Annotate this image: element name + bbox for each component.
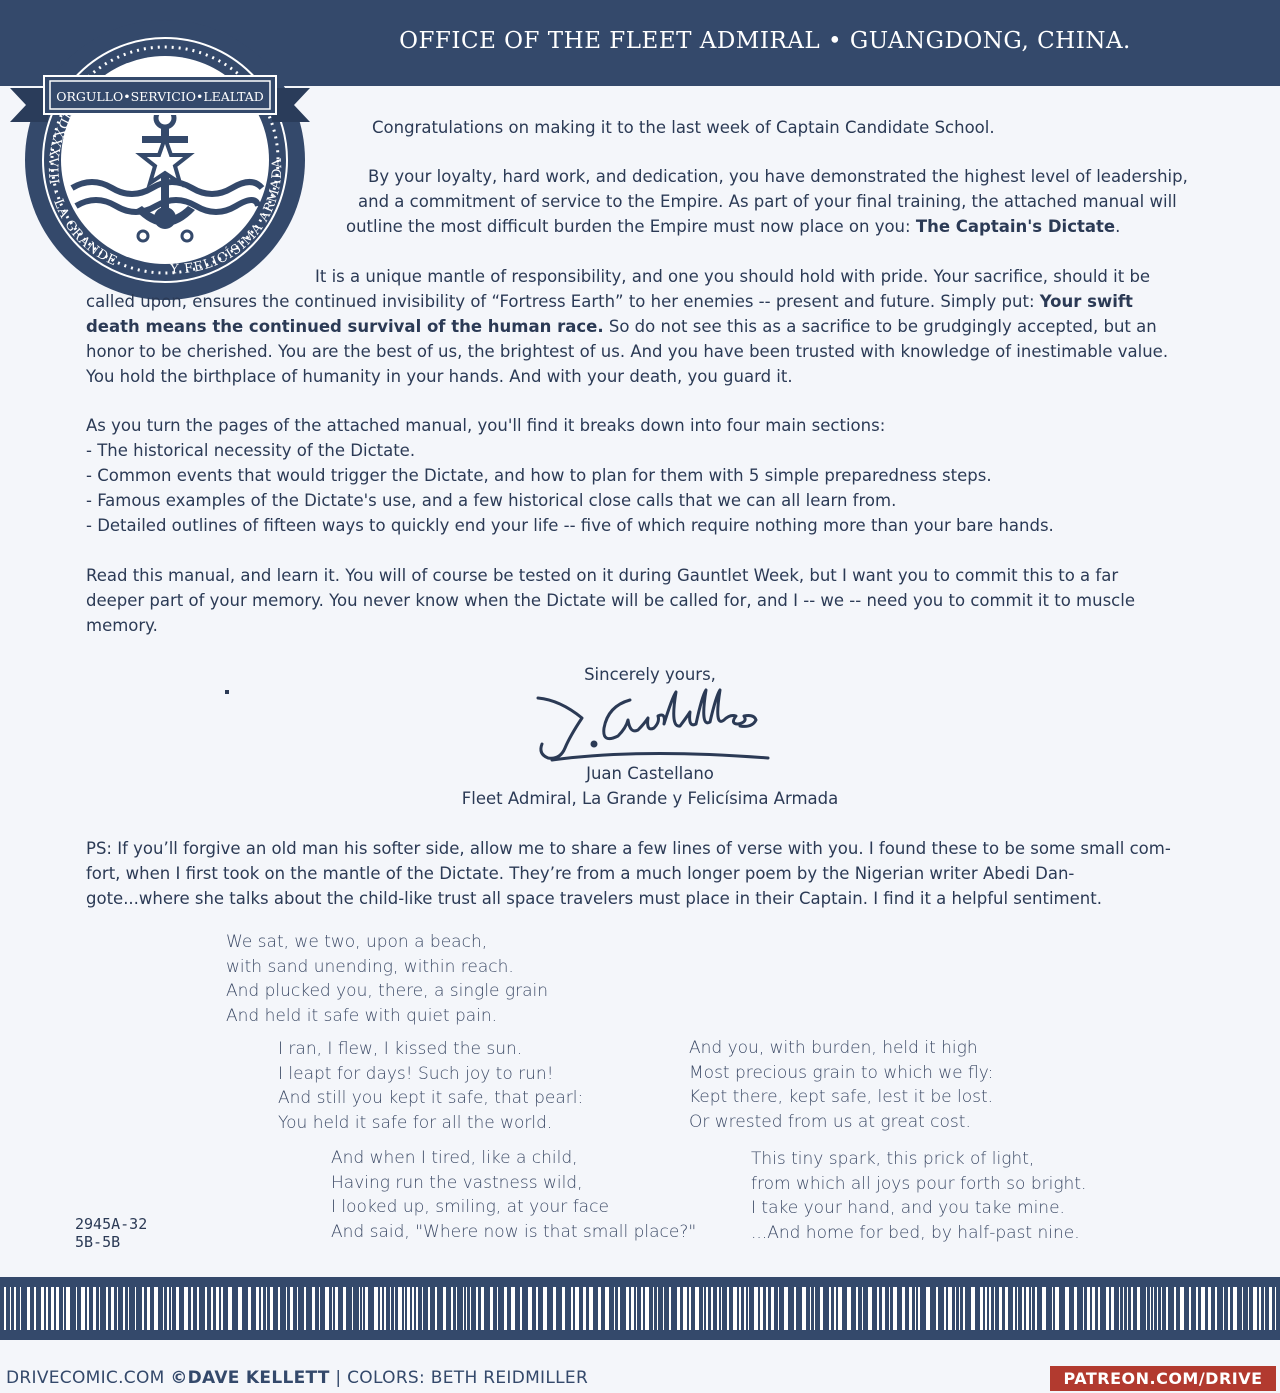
- barcode-bar: [598, 1287, 601, 1330]
- barcode-bar: [1174, 1287, 1176, 1330]
- barcode-bar: [605, 1287, 609, 1330]
- barcode-bar: [476, 1287, 478, 1330]
- barcode-bar: [278, 1287, 280, 1330]
- barcode-bar: [766, 1287, 768, 1330]
- barcode-bar: [422, 1287, 423, 1330]
- footer-credits: [6, 1368, 588, 1388]
- barcode-bar: [1111, 1287, 1114, 1330]
- barcode-bar: [352, 1287, 353, 1330]
- barcode-bar: [1017, 1287, 1018, 1330]
- barcode-bar: [142, 1287, 144, 1330]
- barcode-bar: [87, 1287, 89, 1330]
- barcode-bar: [1026, 1287, 1029, 1330]
- barcode-bar: [838, 1287, 842, 1330]
- barcode-bar: [497, 1287, 498, 1330]
- barcode-bar: [374, 1287, 378, 1330]
- barcode-bar: [504, 1287, 507, 1330]
- barcode-bar: [754, 1287, 758, 1330]
- barcode-bar: [1259, 1287, 1261, 1330]
- barcode-bar: [814, 1287, 815, 1330]
- barcode-bar: [1275, 1287, 1276, 1330]
- barcode-bar: [893, 1287, 897, 1330]
- barcode-bar: [463, 1287, 464, 1330]
- barcode-bar: [176, 1287, 179, 1330]
- barcode-bar: [614, 1287, 615, 1330]
- barcode-bar: [154, 1287, 158, 1330]
- barcode-bar: [211, 1287, 213, 1330]
- barcode-bar: [325, 1287, 329, 1330]
- barcode-bar: [909, 1287, 912, 1330]
- barcode-bar: [1131, 1287, 1133, 1330]
- barcode-bar: [689, 1287, 691, 1330]
- footer-site: DRIVECOMIC.COM: [6, 1368, 171, 1388]
- barcode-bar: [191, 1287, 193, 1330]
- barcode-bar: [1242, 1287, 1243, 1330]
- barcode-bar: [695, 1287, 699, 1330]
- barcode-bar: [1123, 1287, 1124, 1330]
- barcode-bar: [466, 1287, 467, 1330]
- stray-dot: [225, 690, 229, 694]
- barcode-bar: [727, 1287, 729, 1330]
- swift-death-emphasis: death means the continued survival of the human race.: [86, 317, 604, 336]
- armada-seal: [10, 10, 310, 300]
- paragraph-read-manual: Read this manual, and learn it. You will of course be tested on it during Gauntlet Week, but I want you to commit this to a far deeper part of your memory. You never know when the Dictate will be called for, and I -- we -- need you to commit it to muscle memory.: [86, 566, 1135, 635]
- paragraph-congrats: Congratulations on making it to the last week of Captain Candidate School.: [372, 118, 995, 137]
- barcode-bar: [1153, 1287, 1154, 1330]
- barcode-bar: [955, 1287, 956, 1330]
- poem-stanza-4: And you, with burden, held it high Most precious grain to which we fly: Kept there, kept safe, lest it be lost. Or wrested from us at great cost.: [689, 1038, 994, 1132]
- barcode-bar: [1215, 1287, 1217, 1330]
- barcode-bar: [1119, 1287, 1120, 1330]
- section-item: - Detailed outlines of fifteen ways to quickly end your life -- five of which require nothing more than your bare hands.: [86, 516, 1054, 535]
- barcode-bar: [290, 1287, 293, 1330]
- barcode-bar: [343, 1287, 346, 1330]
- barcode-bar: [631, 1287, 634, 1330]
- barcode-bar: [1087, 1287, 1090, 1330]
- signatory: [430, 761, 870, 811]
- barcode-bar: [653, 1287, 654, 1330]
- barcode-bar: [902, 1287, 905, 1330]
- seal-banner-text: ORGULLO•SERVICIO•LEALTAD: [56, 89, 264, 104]
- barcode-bar: [171, 1287, 172, 1330]
- paragraph-sections: As you turn the pages of the attached manual, you'll find it breaks down into four main sections: - The historical necessity of the Dictate. - Common events that would trigger the Dictate, and how to plan for them with 5 simple preparedness steps. - Famous examples of the Dictate's use, and a few historical close calls that we can all learn from. - Detailed outlines of fifteen ways to quickly end your life -- five of which require nothing more than your bare hands.: [86, 413, 1216, 538]
- barcode-bar: [1074, 1287, 1077, 1330]
- barcode-bar: [81, 1287, 85, 1330]
- barcode-bar: [944, 1287, 946, 1330]
- barcode-bar: [877, 1287, 879, 1330]
- barcode-bar: [304, 1287, 306, 1330]
- barcode-bar: [365, 1287, 368, 1330]
- barcode-bar: [706, 1287, 708, 1330]
- document-code: 2945A-32 5B-5B: [75, 1215, 148, 1251]
- paragraph-loyalty: By your loyalty, hard work, and dedication, you have demonstrated the highest level of leadership, and a commitment of service to the Empire. As part of your final training, the attached manual will outline the most difficult burden the Empire must now place on you: The Captain's Dictate.: [346, 167, 1188, 236]
- barcode-bar: [490, 1287, 493, 1330]
- barcode-bar: [641, 1287, 643, 1330]
- barcode-bar: [618, 1287, 620, 1330]
- barcode-bar: [1031, 1287, 1032, 1330]
- barcode-bar: [407, 1287, 410, 1330]
- barcode-bar: [520, 1287, 522, 1330]
- barcode-bar: [834, 1287, 836, 1330]
- barcode-bar: [1092, 1287, 1095, 1330]
- barcode-bar: [1161, 1287, 1162, 1330]
- barcode-bar: [553, 1287, 556, 1330]
- barcode-bar: [99, 1287, 100, 1330]
- barcode-bar: [167, 1287, 169, 1330]
- barcode-bar: [362, 1287, 363, 1330]
- barcode-bar: [238, 1287, 242, 1330]
- barcode-bar: [739, 1287, 741, 1330]
- patreon-link[interactable]: PATREON.COM/DRIVE: [1050, 1366, 1276, 1391]
- barcode-bar: [915, 1287, 916, 1330]
- barcode-bar: [286, 1287, 287, 1330]
- barcode-bar: [66, 1287, 70, 1330]
- barcode-bar: [1228, 1287, 1230, 1330]
- barcode-bar: [1264, 1287, 1265, 1330]
- barcode-bar: [394, 1287, 395, 1330]
- signatory-title: Fleet Admiral, La Grande y Felicísima Armada: [461, 789, 839, 808]
- barcode-bar: [1253, 1287, 1257, 1330]
- barcode-bar: [918, 1287, 920, 1330]
- barcode-bar: [829, 1287, 831, 1330]
- barcode-bar: [810, 1287, 811, 1330]
- barcode-bar: [380, 1287, 382, 1330]
- barcode-bar: [404, 1287, 405, 1330]
- barcode-bar: [760, 1287, 763, 1330]
- barcode-bar: [256, 1287, 259, 1330]
- barcode-bar: [882, 1287, 885, 1330]
- barcode-bar: [435, 1287, 437, 1330]
- barcode-bar: [778, 1287, 779, 1330]
- barcode-bar: [1157, 1287, 1158, 1330]
- barcode-bar: [117, 1287, 118, 1330]
- barcode-bar: [93, 1287, 96, 1330]
- section-item: - Famous examples of the Dictate's use, and a few historical close calls that we can all learn from.: [86, 491, 897, 510]
- barcode-bar: [744, 1287, 746, 1330]
- barcode-bar: [470, 1287, 471, 1330]
- barcode-bar: [733, 1287, 737, 1330]
- barcode-bar: [856, 1287, 858, 1330]
- barcode-bar: [999, 1287, 1002, 1330]
- barcode-bar: [936, 1287, 938, 1330]
- barcode-bar: [443, 1287, 446, 1330]
- footer-colors: | COLORS: BETH REIDMILLER: [329, 1368, 589, 1388]
- barcode-bar: [34, 1287, 36, 1330]
- barcode-bar: [1065, 1287, 1069, 1330]
- barcode-bar: [390, 1287, 391, 1330]
- barcode-bar: [1201, 1287, 1205, 1330]
- seal-ring-right-text: Y FELICÍSIMA ARMADA: [169, 157, 286, 278]
- barcode-bar: [980, 1287, 983, 1330]
- captains-dictate-emphasis: The Captain's Dictate: [915, 217, 1116, 236]
- barcode-bar: [948, 1287, 952, 1330]
- barcode-bar: [41, 1287, 44, 1330]
- barcode-bar: [14, 1287, 16, 1330]
- barcode-bar: [63, 1287, 64, 1330]
- barcode-bar: [248, 1287, 251, 1330]
- barcode-bar: [1196, 1287, 1198, 1330]
- barcode-bar: [717, 1287, 719, 1330]
- barcode-bar: [868, 1287, 872, 1330]
- barcode-bar: [163, 1287, 164, 1330]
- barcode-bar: [270, 1287, 273, 1330]
- barcode-bar: [46, 1287, 48, 1330]
- barcode-bar: [384, 1287, 386, 1330]
- barcode-bar: [1166, 1287, 1168, 1330]
- barcode-bar: [1022, 1287, 1024, 1330]
- barcode-bar: [1005, 1287, 1008, 1330]
- barcode-bar: [645, 1287, 649, 1330]
- barcode-bar: [10, 1287, 11, 1330]
- barcode-bar: [481, 1287, 484, 1330]
- barcode-bar: [985, 1287, 987, 1330]
- barcode-bar: [575, 1287, 579, 1330]
- barcode-bar: [784, 1287, 788, 1330]
- barcode-bar: [184, 1287, 188, 1330]
- barcode-bar: [1248, 1287, 1249, 1330]
- barcode-bar: [771, 1287, 774, 1330]
- barcode-bar: [228, 1287, 232, 1330]
- barcode-bar: [971, 1287, 975, 1330]
- barcode-bar: [1106, 1287, 1109, 1330]
- barcode-bar: [994, 1287, 995, 1330]
- barcode-bar: [1180, 1287, 1184, 1330]
- barcode-bar: [626, 1287, 629, 1330]
- barcode-bar: [416, 1287, 418, 1330]
- section-item: - The historical necessity of the Dictate.: [86, 441, 416, 460]
- barcode-bar: [428, 1287, 430, 1330]
- barcode-bar: [147, 1287, 150, 1330]
- section-item: - Common events that would trigger the Dictate, and how to plan for them with 5 simple preparedness steps.: [86, 466, 992, 485]
- barcode-bar: [1233, 1287, 1237, 1330]
- barcode-bar: [128, 1287, 129, 1330]
- barcode-bar: [989, 1287, 991, 1330]
- barcode-bar: [27, 1287, 30, 1330]
- barcode-bar: [205, 1287, 207, 1330]
- barcode-bar: [1098, 1287, 1100, 1330]
- poem-stanza-3: And when I tired, like a child, Having run the vastness wild, I looked up, smiling, at your face And said, "Where now is that small place?": [331, 1148, 697, 1242]
- barcode-bar: [319, 1287, 320, 1330]
- barcode-bar: [332, 1287, 333, 1330]
- barcode-bar: [297, 1287, 298, 1330]
- barcode-bar: [221, 1287, 223, 1330]
- barcode-bar: [703, 1287, 704, 1330]
- barcode-bar: [1052, 1287, 1053, 1330]
- barcode-bar: [1127, 1287, 1128, 1330]
- barcode-bar: [456, 1287, 457, 1330]
- signature-image: [530, 688, 780, 770]
- barcode-bar: [528, 1287, 532, 1330]
- barcode-bar: [589, 1287, 593, 1330]
- barcode-bar: [216, 1287, 219, 1330]
- barcode-bar: [335, 1287, 338, 1330]
- barcode-bar: [711, 1287, 713, 1330]
- barcode-bar: [511, 1287, 515, 1330]
- barcode-bar: [802, 1287, 806, 1330]
- paragraph-mantle: It is a unique mantle of responsibility, and one you should hold with pride. Your sacrifice, should it be called upon, ensures the continued invisibility of “Fortress Earth” to her enemies -- present and future. Simply put: Your swift death means the continued survival of the human race. So do not see this as a sacrifice to be grudgingly accepted, but an honor to be cherished. You are the best of us, the brightest of us. And you have been trusted with knowledge of inestimable value. You hold the birthplace of humanity in your hands. And with your death, you guard it.: [86, 267, 1169, 386]
- barcode-bar: [636, 1287, 637, 1330]
- barcode-bar: [1208, 1287, 1211, 1330]
- barcode-bar: [20, 1287, 21, 1330]
- poem-stanza-5: This tiny spark, this prick of light, from which all joys pour forth so bright. I take your hand, and you take mine. ...And home for bed, by half-past nine.: [751, 1149, 1087, 1243]
- postscript: PS: If you’ll forgive an old man his softer side, allow me to share a few lines of verse with you. I found these to be some small com- fort, when I first took on the mantle of the Dictate. They’re from a much longer poem by the Nigerian writer Abedi Dan- gote...where she talks about the child-like trust all space travelers must place in their Captain. I find it a helpful sentiment.: [86, 839, 1171, 908]
- barcode-bar: [669, 1287, 671, 1330]
- barcode-bar: [266, 1287, 267, 1330]
- barcode-bar: [1035, 1287, 1037, 1330]
- barcode-bar: [963, 1287, 965, 1330]
- barcode-bar: [926, 1287, 930, 1330]
- barcode-bar: [197, 1287, 199, 1330]
- barcode-bar: [1189, 1287, 1191, 1330]
- seal-ring-left-text: DXXXVIII - LA GRANDE: [44, 115, 120, 270]
- poem-stanza-2: I ran, I flew, I kissed the sun. I leapt for days! Such joy to run! And still you kept it safe, that pearl: You held it safe for all the world.: [278, 1039, 584, 1133]
- poem-stanza-1: We sat, we two, upon a beach, with sand unending, within reach. And plucked you, there, a single grain And held it safe with quiet pain.: [226, 932, 549, 1026]
- barcode-bar: [683, 1287, 687, 1330]
- barcode-bar: [1223, 1287, 1224, 1330]
- barcode-bar: [1042, 1287, 1046, 1330]
- barcode-bar: [123, 1287, 125, 1330]
- barcode-bar: [677, 1287, 680, 1330]
- barcode-bar: [106, 1287, 108, 1330]
- barcode-bar: [571, 1287, 573, 1330]
- barcode-bar: [583, 1287, 586, 1330]
- barcode-bar: [76, 1287, 77, 1330]
- barcode-bar: [111, 1287, 114, 1330]
- signatory-name: Juan Castellano: [586, 764, 714, 783]
- barcode-bar: [657, 1287, 658, 1330]
- barcode-bar: [543, 1287, 547, 1330]
- barcode-bar: [261, 1287, 263, 1330]
- barcode-bar: [135, 1287, 136, 1330]
- barcode-bar: [794, 1287, 796, 1330]
- closing: Sincerely yours,: [584, 665, 716, 684]
- barcode-bar: [1137, 1287, 1140, 1330]
- barcode-bar: [398, 1287, 402, 1330]
- barcode-bar: [312, 1287, 315, 1330]
- barcode-bar: [536, 1287, 538, 1330]
- barcode-bar: [1055, 1287, 1059, 1330]
- footer-copyright: ©DAVE KELLETT: [170, 1368, 330, 1388]
- barcode-bar: [748, 1287, 749, 1330]
- barcode-bar: [412, 1287, 414, 1330]
- barcode-bar: [359, 1287, 360, 1330]
- barcode-bar: [1269, 1287, 1272, 1330]
- barcode-bar: [1013, 1287, 1015, 1330]
- header-title: OFFICE OF THE FLEET ADMIRAL • GUANGDONG, CHINA.: [399, 28, 1131, 54]
- barcode-bar: [451, 1287, 453, 1330]
- barcode-bar: [959, 1287, 960, 1330]
- barcode-bar: [1146, 1287, 1147, 1330]
- barcode-bar: [820, 1287, 823, 1330]
- barcode-bar: [51, 1287, 54, 1330]
- barcode-bar: [847, 1287, 851, 1330]
- barcode-bar: [889, 1287, 890, 1330]
- barcode-bar: [562, 1287, 565, 1330]
- barcode-bar: [1150, 1287, 1151, 1330]
- barcode-bar: [862, 1287, 863, 1330]
- barcode-bar: [4, 1287, 6, 1330]
- barcode-strip: [0, 1277, 1280, 1340]
- barcode-bar: [663, 1287, 664, 1330]
- barcode-bar: [56, 1287, 59, 1330]
- barcode-bar: [1083, 1287, 1084, 1330]
- barcode-bar: [721, 1287, 722, 1330]
